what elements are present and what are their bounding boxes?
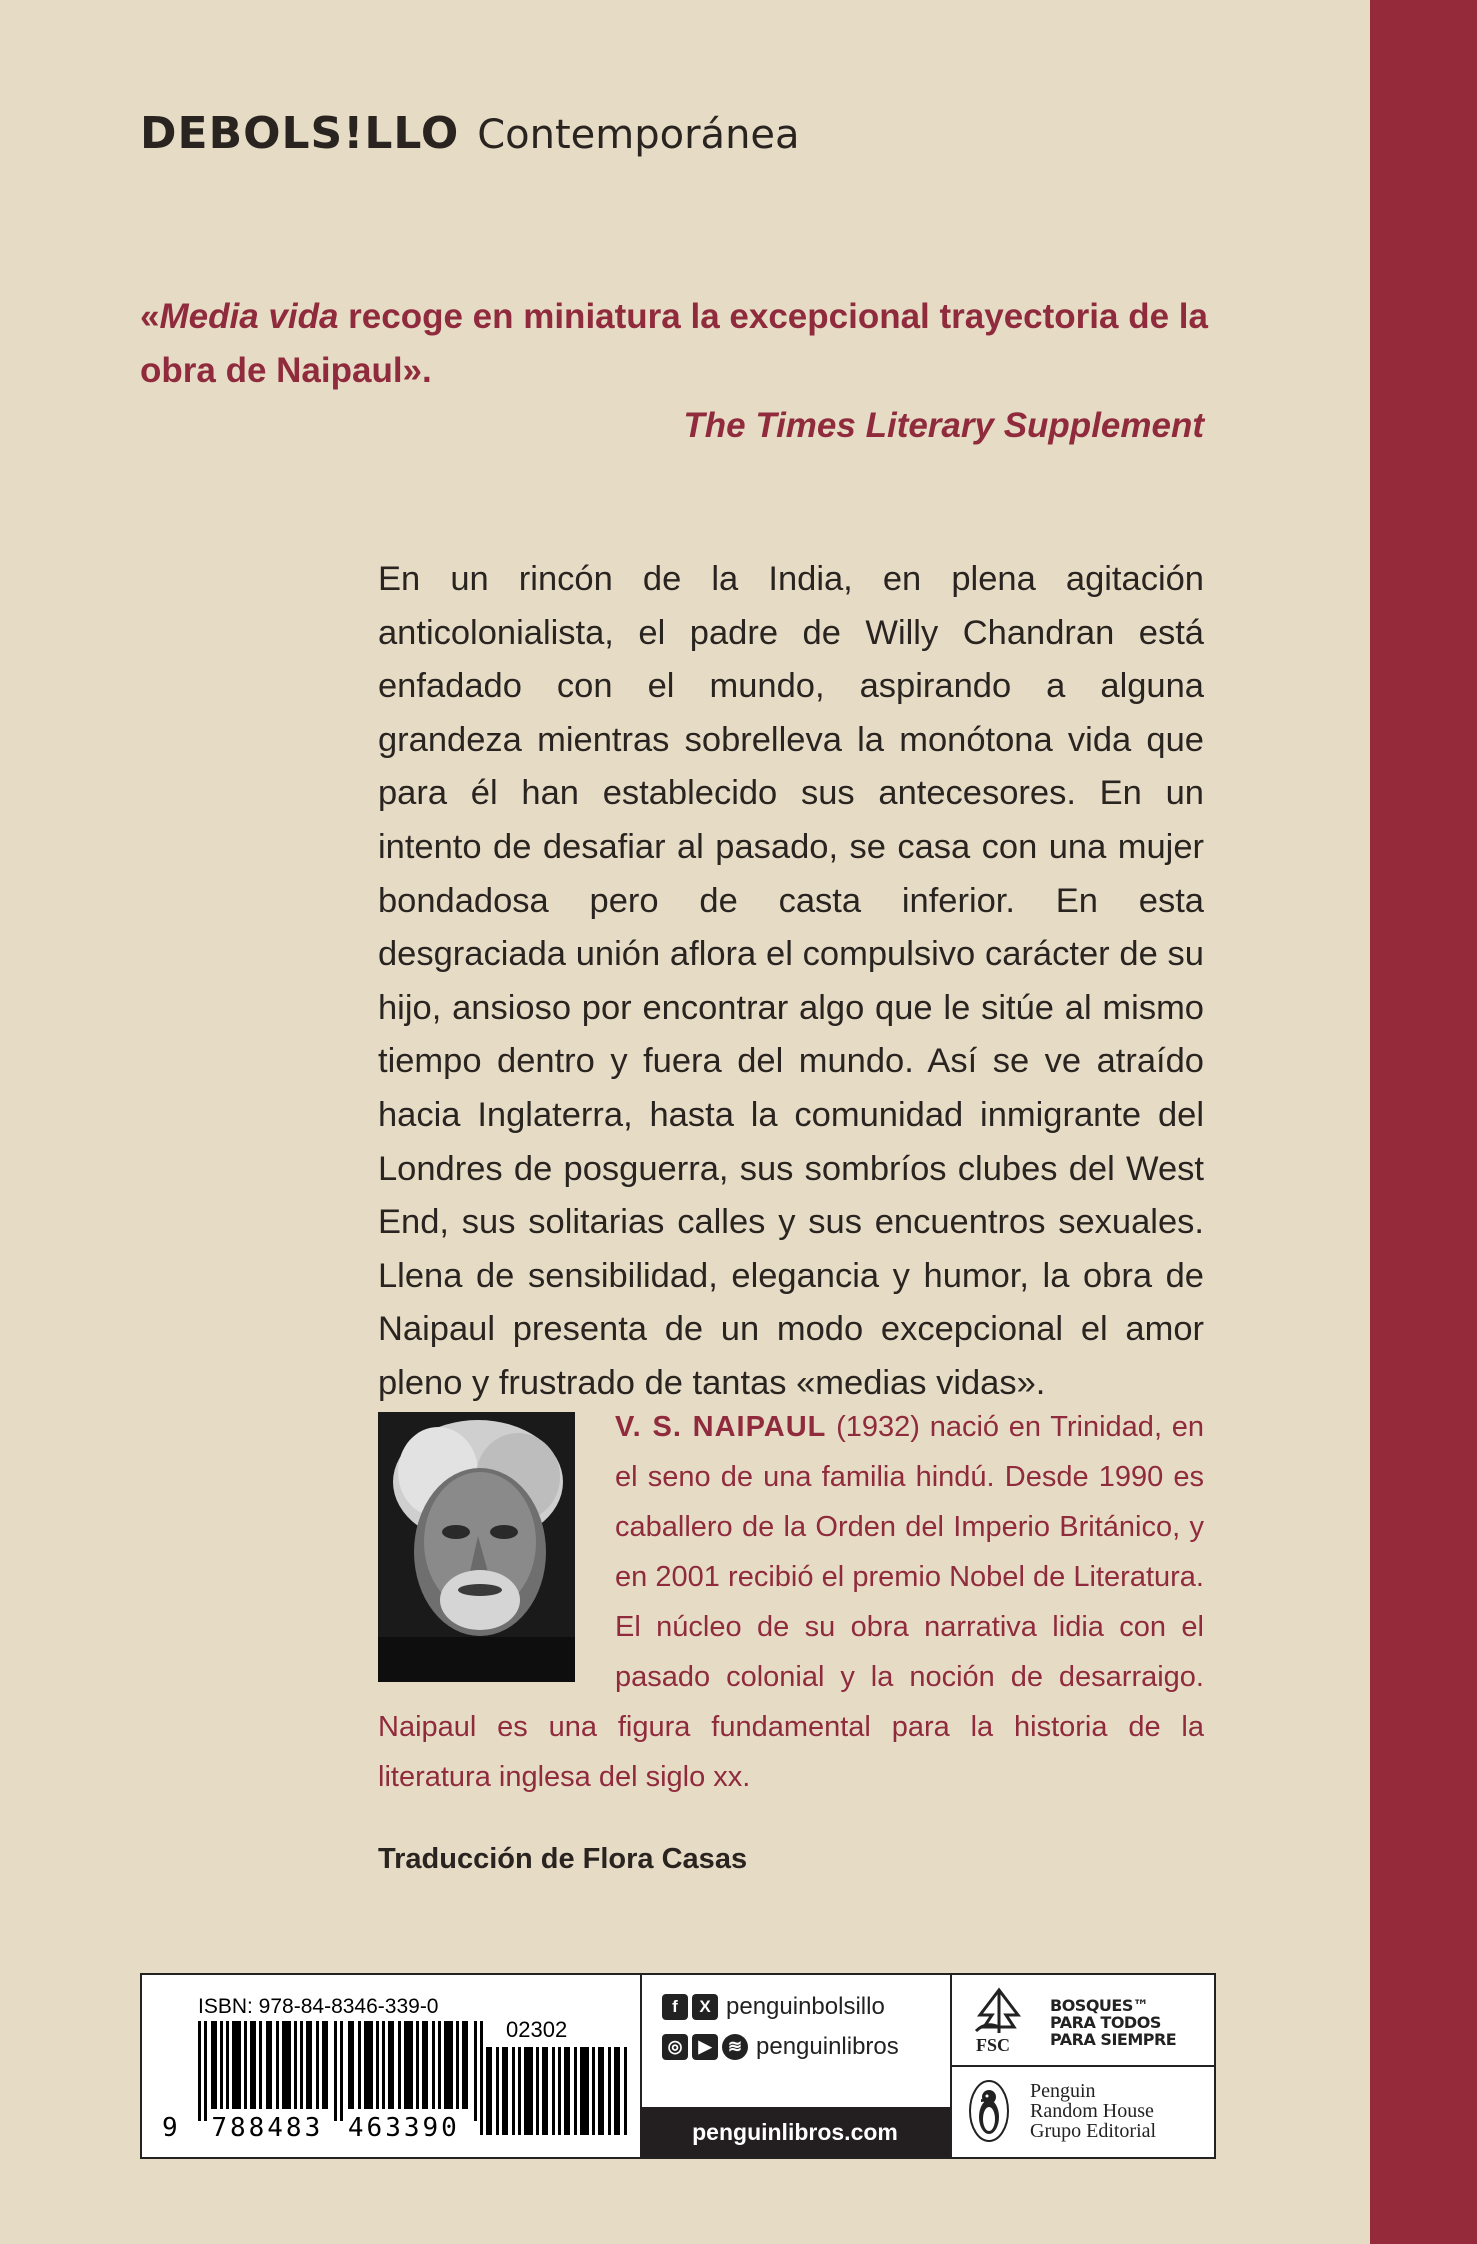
publisher-name [1030,2081,1156,2141]
back-cover-info-box [140,1973,1216,2159]
quote-open-mark: « [140,297,160,336]
ean-digits [162,2113,460,2143]
spine-color-band [1370,0,1477,2244]
author-name: V. S. NAIPAUL [615,1411,827,1443]
ean-digit-group-1: 788483 [211,2113,324,2143]
fsc-certification [950,1975,1214,2067]
social-handle-bolsillo[interactable]: penguinbolsillo [726,1993,885,2020]
social-media-section [640,1975,952,2157]
ean-barcode [198,2021,486,2121]
spotify-icon[interactable]: ≋ [722,2034,748,2060]
quote-source: The Times Literary Supplement [683,406,1204,445]
publisher-line-3: Grupo Editorial [1030,2120,1157,2142]
addon-barcode [480,2047,630,2135]
social-handle-libros[interactable]: penguinlibros [756,2033,899,2060]
ean-digit-lead: 9 [162,2113,181,2143]
isbn-label: ISBN: 978-84-8346-339-0 [198,1995,439,2018]
fsc-tree-icon [974,1987,1024,2035]
barcode-section [142,1975,642,2157]
collection-name: Contemporánea [477,112,800,158]
quote-text: recoge en miniatura la excepcional trayectoria de la obra de Naipaul». [140,297,1208,390]
fsc-slogan [1050,1997,1176,2048]
fsc-slogan-line-3: PARA SIEMPRE [1050,2030,1177,2049]
ean-digit-group-2: 463390 [347,2113,460,2143]
author-bio-text: (1932) nació en Trinidad, en el seno de una familia hindú. Desde 1990 es caballero de la Orden del Imperio Británico, y en 2001 recibió el premio Nobel de Literatura. El núcleo de su obra narrativa lidia con el pasado colonial y la noción de desarraigo. Naipaul es una figura fundamental para la historia de la literatura inglesa del siglo xx. [378,1411,1204,1793]
certification-section [950,1975,1214,2157]
social-row-libros [662,2033,899,2061]
book-synopsis: En un rincón de la India, en plena agitación anticolonialista, el padre de Willy Chandran está enfadado con el mundo, aspirando a alguna grandeza mientras sobrelleva la monótona vida que para él han establecido sus antecesores. En un intento de desafiar al pasado, se casa con una mujer bondadosa pero de casta inferior. En esta desgraciada unión aflora el compulsivo carácter de su hijo, ansioso por encontrar algo que le sitúe al mismo tiempo dentro y fuera del mundo. Así se ve atraído hacia Inglaterra, hasta la comunidad inmigrante del Londres de posguerra, sus sombríos clubes del West End, sus solitarias calles y sus encuentros sexuales. Llena de sensibilidad, elegancia y humor, la obra de Naipaul presenta de un modo excepcional el amor pleno y frustrado de tantas «medias vidas». [378,560,1204,1402]
price-addon-code: 02302 [506,2017,568,2042]
author-photo [378,1412,575,1682]
penguin-logo-icon [968,2079,1010,2143]
fsc-slogan-line-2: PARA TODOS [1050,2013,1161,2032]
youtube-icon[interactable]: ▶ [692,2034,718,2060]
x-icon[interactable]: X [692,1994,718,2020]
fsc-label: FSC [976,2035,1011,2055]
fsc-slogan-line-1: BOSQUES™ [1050,1996,1149,2015]
instagram-icon[interactable]: ◎ [662,2034,688,2060]
publisher-line-2: Random House [1030,2100,1154,2122]
quote-book-title: Media vida [159,297,339,336]
debolsillo-logo: DEBOLS!LLO [140,108,460,159]
translator-credit: Traducción de Flora Casas [378,1843,748,1875]
facebook-icon[interactable]: f [662,1994,688,2020]
publisher-line-1: Penguin [1030,2080,1096,2102]
website-link[interactable]: penguinlibros.com [640,2107,950,2157]
social-row-bolsillo [662,1993,885,2021]
publisher-brand [140,108,800,159]
review-quote [140,290,1220,398]
